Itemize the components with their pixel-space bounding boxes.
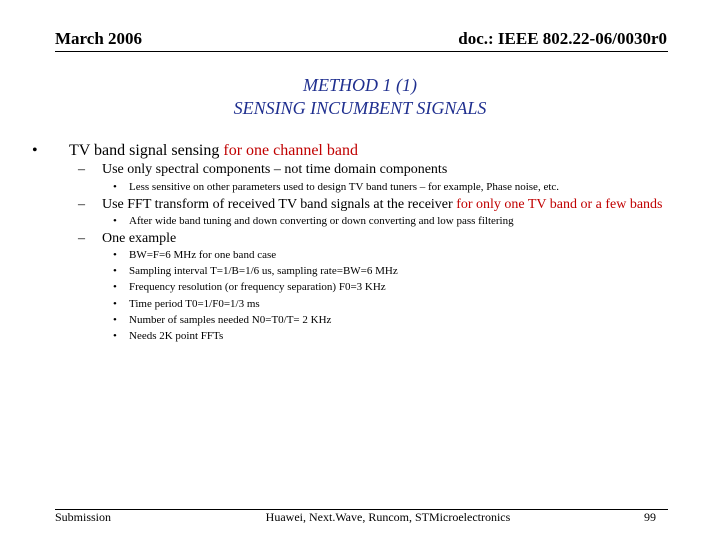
dash: – bbox=[78, 162, 85, 177]
example-item: Needs 2K point FFTs bbox=[129, 330, 224, 342]
example-item: Time period T0=1/F0=1/3 ms bbox=[129, 297, 260, 310]
sub-sub-bullet-2: After wide band tuning and down converting or down converting and low pass filtering bbox=[129, 215, 514, 227]
dash: – bbox=[78, 197, 85, 212]
bullet: • bbox=[113, 313, 117, 326]
sub-sub-bullet-1: Less sensitive on other parameters used to design TV band tuners – for example, Phase noise, etc. bbox=[129, 181, 560, 193]
bullet: • bbox=[113, 330, 117, 342]
bullet: • bbox=[113, 281, 117, 294]
example-item: Frequency resolution (or frequency separation) F0=3 KHz bbox=[129, 281, 386, 294]
header-date: March 2006 bbox=[55, 29, 143, 48]
page-number: 99 bbox=[644, 510, 656, 524]
example-item: Number of samples needed N0=T0/T= 2 KHz bbox=[129, 313, 332, 326]
slide-title-line2: SENSING INCUMBENT SIGNALS bbox=[233, 98, 487, 118]
header-divider bbox=[55, 51, 668, 52]
sub-bullet-2: Use FFT transform of received TV band signals at the receiver for only one TV band or a few bands bbox=[102, 197, 663, 212]
bullet: • bbox=[32, 142, 38, 159]
bullet: • bbox=[113, 181, 117, 193]
slide-title-line1: METHOD 1 (1) bbox=[303, 75, 417, 95]
bullet: • bbox=[113, 249, 117, 261]
main-bullet: TV band signal sensing for one channel band bbox=[69, 142, 358, 159]
dash: – bbox=[78, 231, 85, 246]
bullet: • bbox=[113, 265, 117, 278]
footer-authors: Huawei, Next.Wave, Runcom, STMicroelectronics bbox=[265, 510, 511, 524]
bullet: • bbox=[113, 297, 117, 310]
example-item: Sampling interval T=1/B=1/6 us, sampling rate=BW=6 MHz bbox=[129, 265, 398, 278]
footer-submission: Submission bbox=[55, 510, 112, 524]
example-item: BW=F=6 MHz for one band case bbox=[129, 249, 277, 261]
header-doc-id: doc.: IEEE 802.22-06/0030r0 bbox=[458, 29, 667, 48]
bullet: • bbox=[113, 215, 117, 227]
sub-bullet-3: One example bbox=[102, 231, 177, 246]
sub-bullet-1: Use only spectral components – not time domain components bbox=[102, 162, 448, 177]
